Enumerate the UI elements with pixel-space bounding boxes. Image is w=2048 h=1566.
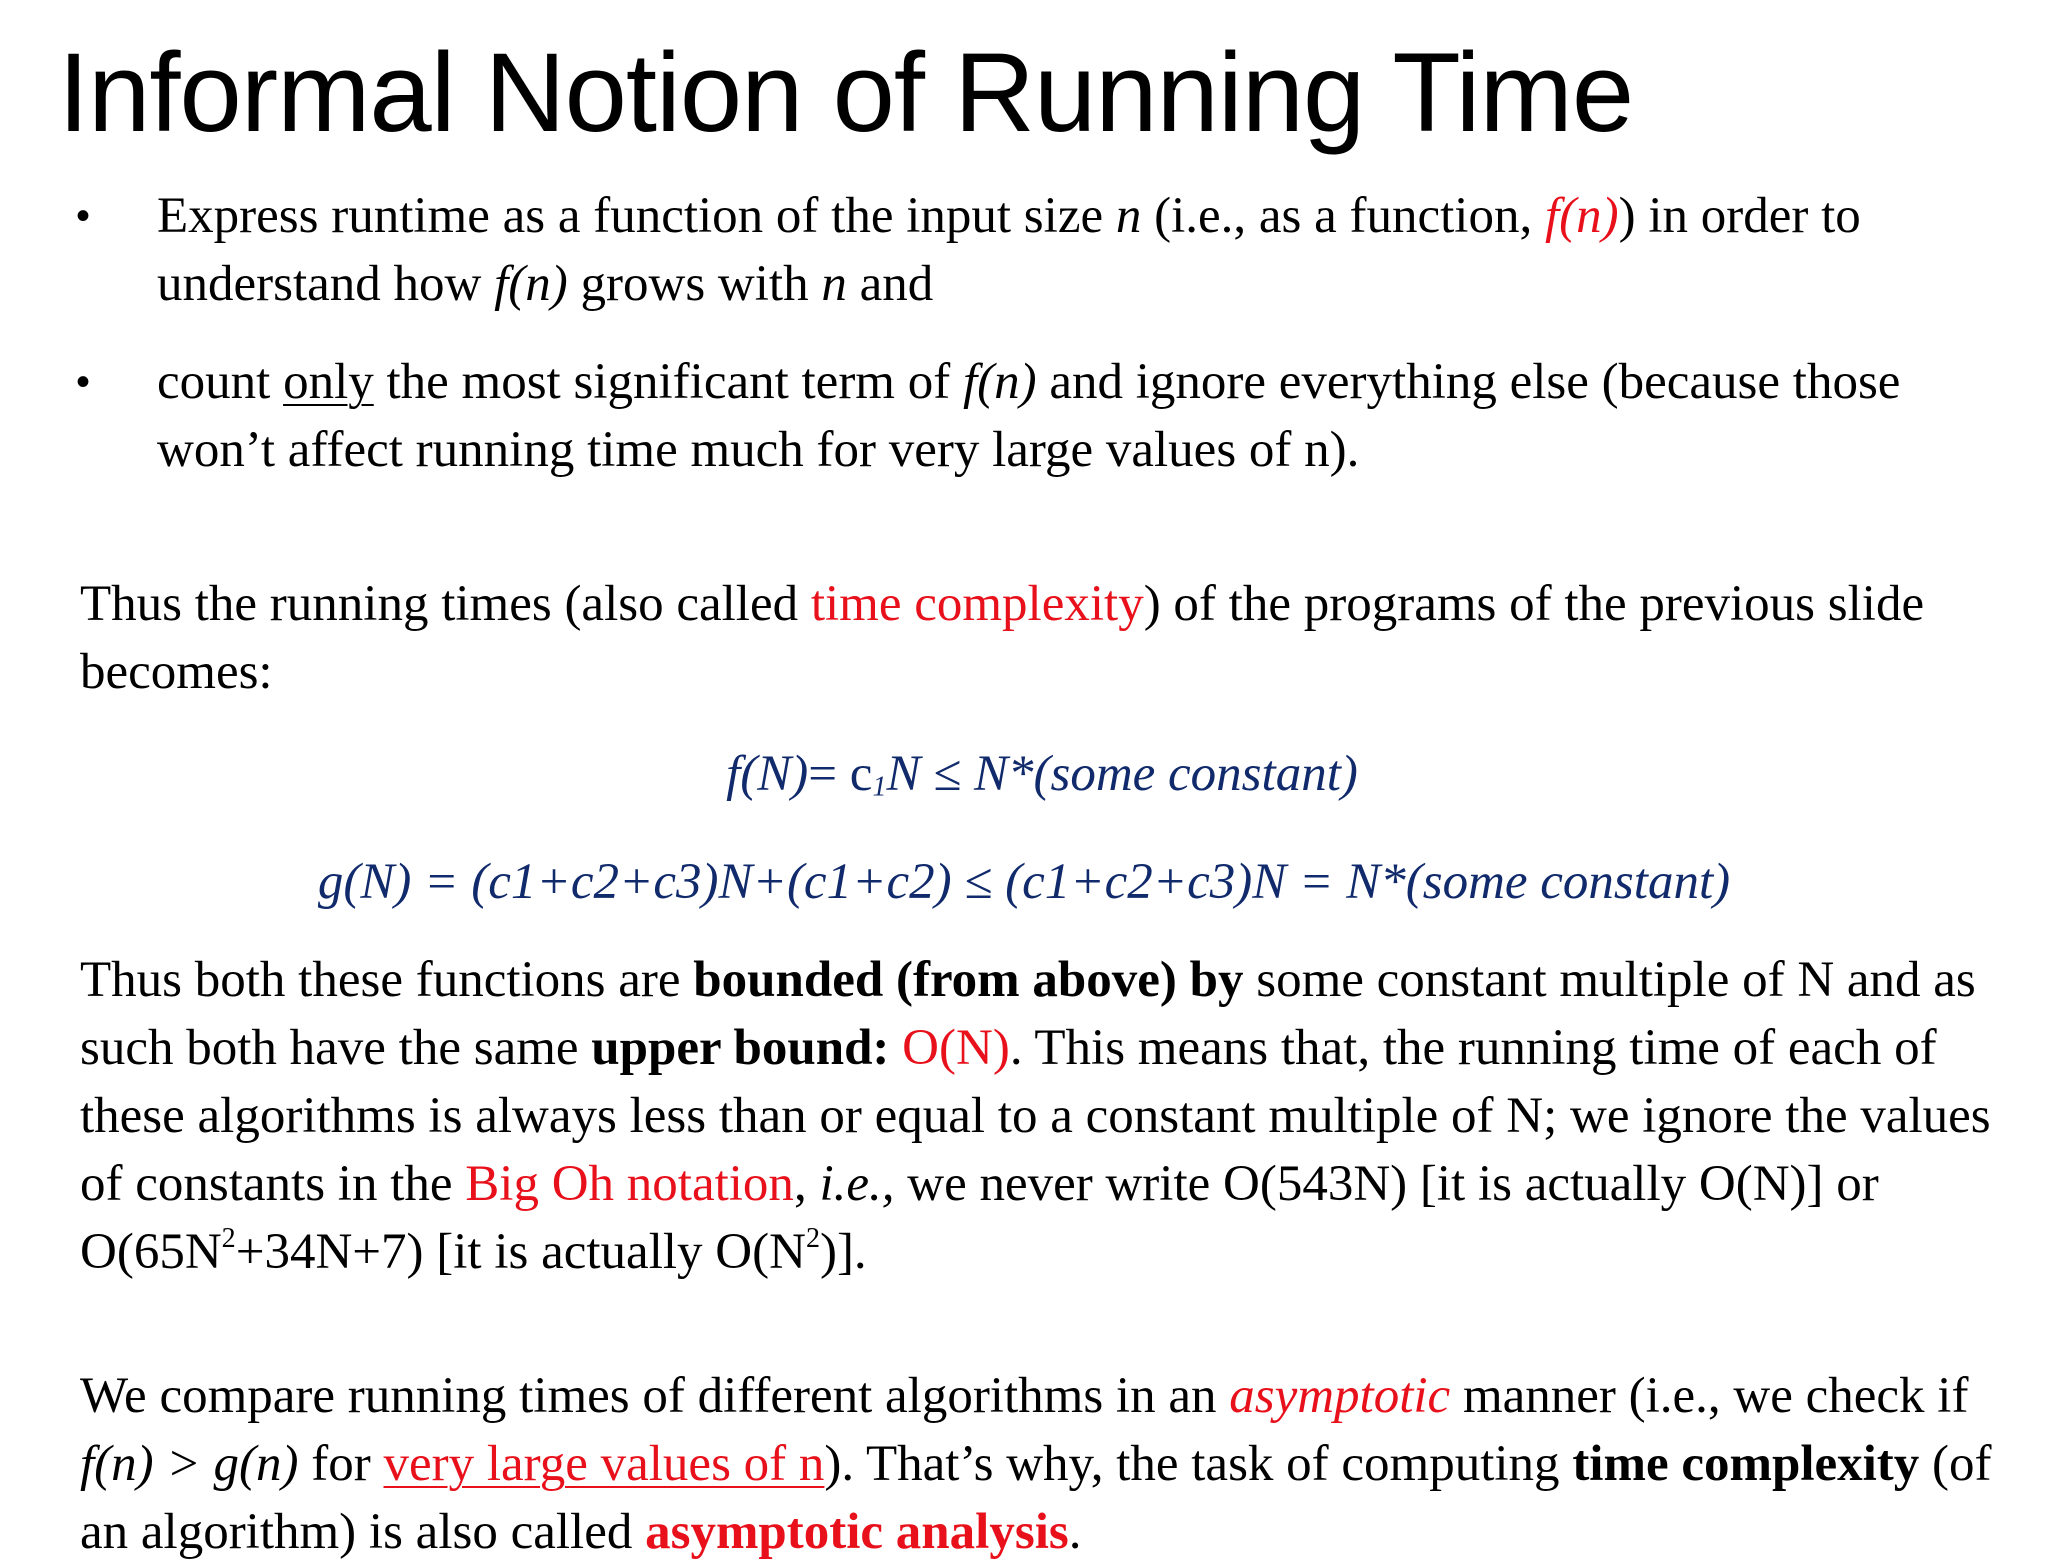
bullet-text: count	[157, 354, 284, 410]
para-text: we never write O(543N) [it is actually O(N)] or O(65N	[80, 1156, 1879, 1280]
formula-f-lhs: f(N)	[726, 746, 809, 802]
bullet-dot: •	[76, 194, 91, 238]
bold-time-complexity: time complexity	[1572, 1436, 1920, 1492]
para-text: )].	[819, 1224, 867, 1280]
slide-title: Informal Notion of Running Time	[58, 30, 1634, 155]
para-text: ). That’s why, the task of computing	[824, 1436, 1573, 1492]
formula-f-rhs: N ≤ N*(some constant)	[886, 746, 1358, 802]
bullet-text: ) in order to understand how	[157, 188, 1861, 312]
bullet-text: the most significant term of	[373, 354, 963, 410]
para-text: .	[1068, 1504, 1082, 1560]
bullet-dot: •	[76, 360, 91, 404]
para-text: ) of the programs of the previous slide becomes:	[80, 576, 1925, 700]
bullet-text: and ignore everything else (because those won’t affect running time much for very large values of n).	[157, 354, 1901, 478]
formula-f-subscript: 1	[872, 771, 887, 803]
superscript-2: 2	[221, 1222, 236, 1254]
term-time-complexity: time complexity	[810, 576, 1144, 632]
var-n: n	[821, 256, 847, 312]
para-text: +34N+7) [it is actually O(N	[235, 1224, 806, 1280]
para-text: ,	[793, 1156, 820, 1212]
para-text: Thus both these functions are	[80, 952, 694, 1008]
para-text: some constant multiple of N and as such both have the same	[80, 952, 1976, 1076]
bullet-item-runtime-function	[0, 182, 2027, 318]
formula-f	[0, 740, 2048, 808]
para-text: We compare running times of different algorithms in an	[80, 1368, 1230, 1424]
formula-f-eq: = c	[808, 746, 873, 802]
var-n: n	[1115, 188, 1142, 244]
superscript-2: 2	[805, 1222, 820, 1254]
formula-g: g(N) = (c1+c2+c3)N+(c1+c2) ≤ (c1+c2+c3)N = N*(some constant)	[317, 854, 1731, 910]
paragraph-upper-bound	[80, 946, 2040, 1286]
term-asymptotic-analysis: asymptotic analysis	[645, 1504, 1069, 1560]
para-text: (of an algorithm) is also called	[80, 1436, 1992, 1560]
bullet-item-significant-term	[0, 348, 2027, 484]
bullet-text: and	[846, 256, 934, 312]
bold-bounded: bounded (from above) by	[693, 952, 1244, 1008]
term-big-oh: Big Oh notation	[465, 1156, 794, 1212]
paragraph-asymptotic	[80, 1362, 2040, 1566]
inequality-fn-gn: f(n) > g(n)	[80, 1436, 299, 1492]
function-fn: f(n)	[494, 256, 568, 312]
emphasis-only: only	[283, 354, 374, 410]
italic-ie: i.e.,	[819, 1156, 895, 1212]
function-fn-highlight: f(n)	[1544, 188, 1619, 244]
term-o-n: O(N)	[902, 1020, 1010, 1076]
term-asymptotic: asymptotic	[1229, 1368, 1451, 1424]
paragraph-time-complexity	[80, 570, 2040, 706]
bullet-text: Express runtime as a function of the input size	[157, 188, 1116, 244]
bullet-text: grows with	[567, 256, 822, 312]
para-text: manner (i.e., we check if	[1450, 1368, 1969, 1424]
bold-upper-bound: upper bound:	[591, 1020, 890, 1076]
para-text	[889, 1020, 902, 1076]
bullet-text: (i.e., as a function,	[1141, 188, 1545, 244]
para-text: Thus the running times (also called	[80, 576, 811, 632]
function-fn: f(n)	[962, 354, 1037, 410]
bullet-list	[0, 182, 2048, 484]
term-very-large-values: very large values of n	[383, 1436, 825, 1492]
para-text: . This means that, the running time of each of these algorithms is always less than or equal to a constant multiple of N; we ignore the values of constants in the	[80, 1020, 1991, 1212]
para-text: for	[298, 1436, 384, 1492]
